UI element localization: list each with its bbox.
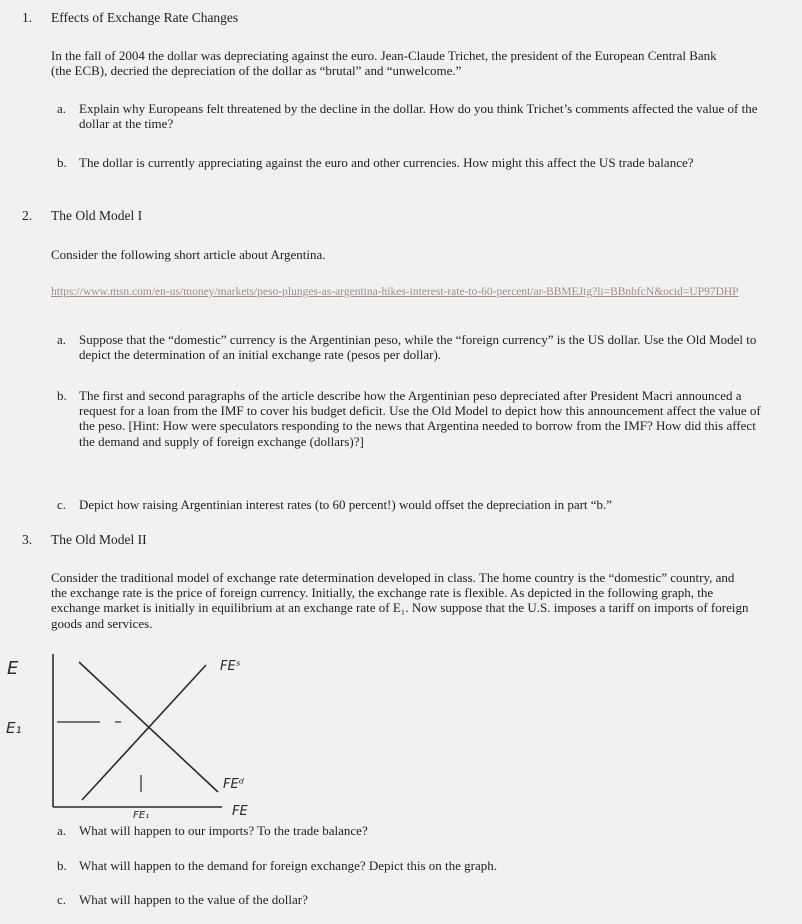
q3-number: 3.	[22, 532, 33, 547]
supply-curve	[82, 665, 206, 800]
q1-number: 1.	[22, 10, 33, 25]
q2-number: 2.	[22, 208, 33, 223]
q3-b-text: What will happen to the demand for foreign exchange? Depict this on the graph.	[79, 858, 498, 873]
q2-c-text: Depict how raising Argentinian interest rates (to 60 percent!) would offset the depreciation in part “b.”	[79, 497, 613, 512]
fe1-label: FE₁	[133, 810, 150, 821]
q2-b-label: b.	[57, 388, 67, 403]
q2-intro: Consider the following short article about Argentina.	[51, 247, 326, 262]
demand-label: FEᵈ	[223, 777, 244, 792]
q2-title: The Old Model I	[51, 208, 143, 223]
supply-label: FEˢ	[220, 659, 241, 674]
q3-a-label: a.	[57, 823, 67, 838]
q2-c-label: c.	[57, 497, 67, 512]
demand-curve	[79, 662, 218, 792]
q1-b-text: The dollar is currently appreciating against the euro and other currencies. How might this affect the US trade balance?	[79, 155, 694, 170]
x-axis-label: FE	[232, 804, 248, 819]
q3-b-label: b.	[57, 858, 67, 873]
q3-c-text: What will happen to the value of the dollar?	[79, 892, 308, 907]
q2-a-text: Suppose that the “domestic” currency is the Argentinian peso, while the “foreign currency” is the US dollar. Use the Old Model to depict the determination of an initial exchange rate (pesos per dollar).	[79, 332, 757, 363]
q1-intro: In the fall of 2004 the dollar was depreciating against the euro. Jean-Claude Trichet, the president of the European Central Bank (the ECB), decried the depreciation of the dollar as “brutal” and “unwelcome.”	[51, 48, 717, 79]
q3-intro: Consider the traditional model of exchange rate determination developed in class. The home country is the “domestic” country, and the exchange rate is the price of foreign currency. Initially, the exchange rate is flexible. As depicted in the following graph, the exchange market is initially in equilibrium at an exchange rate of E₁. Now suppose that the U.S. imposes a tariff on imports of foreign goods and services.	[51, 570, 749, 631]
q3-title: The Old Model II	[51, 532, 147, 547]
q2-b-text: The first and second paragraphs of the article describe how the Argentinian peso depreciated after President Macri announced a request for a loan from the IMF to cover his budget deficit. Use the Old Model to depict how this announcement affect the value of the peso. [Hint: How were speculators responding to the news that Argentina needed to borrow from the IMF? How did this affect the demand and supply of foreign exchange (dollars)?]	[79, 388, 761, 449]
q1-b-label: b.	[57, 155, 67, 170]
q2-a-label: a.	[57, 332, 67, 347]
article-link[interactable]: https://www.msn.com/en-us/money/markets/peso-plunges-as-argentina-hikes-interest-rate-to-60-percent/ar-BBMEJtg?li=BBnbfcN&ocid=UP97DHP	[51, 286, 739, 298]
q1-a-text: Explain why Europeans felt threatened by the decline in the dollar. How do you think Trichet’s comments affected the value of the dollar at the time?	[79, 101, 758, 132]
e1-label: E₁	[6, 719, 22, 737]
q3-c-label: c.	[57, 892, 67, 907]
y-axis-label: E	[7, 658, 19, 679]
q1-a-label: a.	[57, 101, 67, 116]
exchange-market-graph	[0, 640, 330, 825]
q3-a-text: What will happen to our imports? To the trade balance?	[79, 823, 368, 838]
q1-title: Effects of Exchange Rate Changes	[51, 10, 239, 25]
